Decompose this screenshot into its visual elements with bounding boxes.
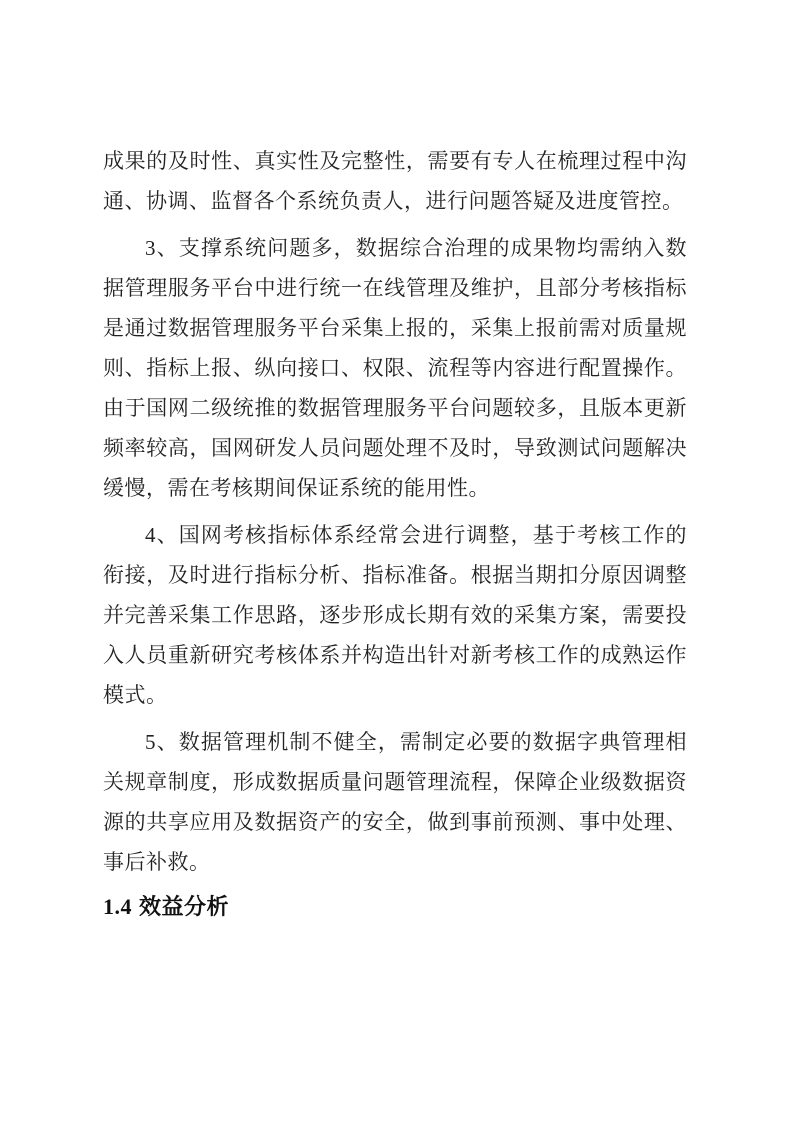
section-heading-title: 效益分析 <box>139 894 230 919</box>
paragraph-continuation: 成果的及时性、真实性及完整性，需要有专人在梳理过程中沟通、协调、监督各个系统负责人，进行问题答疑及进度管控。 <box>103 149 687 213</box>
paragraph-item-5: 5、数据管理机制不健全，需制定必要的数据字典管理相关规章制度，形成数据质量问题管理流程，保障企业级数据资源的共享应用及数据资产的安全，做到事前预测、事中处理、事后补救。 <box>103 730 687 874</box>
paragraph-item-3: 3、支撑系统问题多，数据综合治理的成果物均需纳入数据管理服务平台中进行统一在线管理及维护，且部分考核指标是通过数据管理服务平台采集上报的，采集上报前需对质量规则、指标上报、纵向接口、权限、流程等内容进行配置操作。由于国网二级统推的数据管理服务平台问题较多，且版本更新频率较高，国网研发人员问题处理不及时，导致测试问题解决缓慢，需在考核期间保证系统的能用性。 <box>103 236 687 500</box>
paragraph-item-4: 4、国网考核指标体系经常会进行调整，基于考核工作的衔接，及时进行指标分析、指标准备。根据当期扣分原因调整并完善采集工作思路，逐步形成长期有效的采集方案，需要投入人员重新研究考核体系并构造出针对新考核工作的成熟运作模式。 <box>103 523 687 707</box>
section-heading-number: 1.4 <box>103 894 132 919</box>
section-heading <box>103 889 687 925</box>
